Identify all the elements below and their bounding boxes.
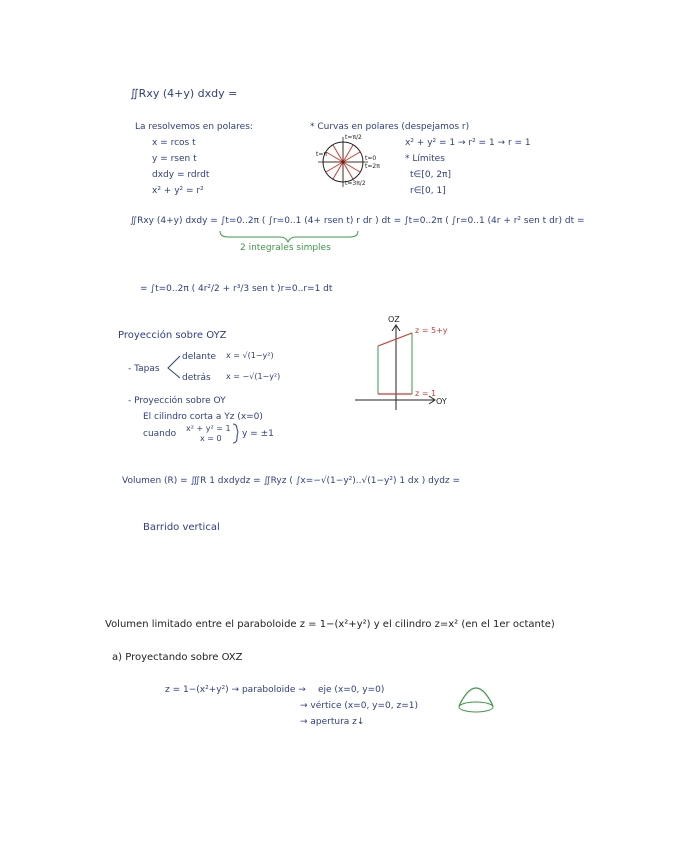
curves-equation: x² + y² = 1 → r² = 1 → r = 1 [405,138,531,148]
cilindro-note: El cilindro corta a Yz (x=0) [143,412,263,422]
paraboloid-base [459,702,493,712]
sub-x: x = rcos t [152,138,196,148]
sub-y: y = rsen t [152,154,197,164]
detras-equation: x = −√(1−y²) [226,372,281,381]
system-eq-one: x² + y² = 1 [186,424,231,433]
limit-r: r∈[0, 1] [410,186,446,196]
integral-header: ∬Rxy (4+y) dxdy = [130,87,238,100]
section3-title: Volumen limitado entre el paraboloide z = 1−(x²+y²) y el cilindro z=x² (en el 1er octante) [105,619,555,630]
top-surface-label: z = 5+y [415,326,448,335]
circle-label-right-b: t=2π [365,163,380,170]
sub-jacobian: dxdy = rdrdt [152,170,210,180]
system-result: y = ±1 [242,429,274,439]
paraboloid-vertex: → vértice (x=0, y=0, z=1) [300,701,418,711]
bottom-surface-label: z = 1 [415,389,437,398]
paraboloid-axis: eje (x=0, y=0) [318,685,385,695]
limit-t: t∈[0, 2π] [410,170,451,180]
delante-label: delante [182,352,217,362]
delante-equation: x = √(1−y²) [226,351,274,360]
cuando-label: cuando [143,429,177,439]
projection-title: Proyección sobre OYZ [118,330,227,341]
curves-title: * Curvas en polares (despejamos r) [310,122,470,132]
item-a: a) Proyectando sobre OXZ [112,652,243,663]
barrido-label: Barrido vertical [143,522,220,533]
circle-label-right-a: t=0 [365,155,377,162]
integral-main: ∬Rxy (4+y) dxdy = ∫t=0..2π ( ∫r=0..1 (4+ rsen t) r dr ) dt = ∫t=0..2π ( ∫r=0..1 (4r + r² sen t dr) dt = [130,216,585,226]
brace-label: 2 integrales simples [240,243,331,253]
circle-label-left: t=π [316,151,327,158]
step-two: = ∫t=0..2π ( 4r²/2 + r³/3 sen t )r=0..r=1 dt [140,284,333,294]
tapas-label: - Tapas [128,364,160,374]
circle-label-top: t=π/2 [345,134,362,141]
limits-title: * Límites [405,154,445,164]
detras-label: detrás [182,373,211,383]
paraboloid-opening: → apertura z↓ [300,717,365,727]
paraboloid-equation: z = 1−(x²+y²) → paraboloide → [165,685,306,695]
projection-oy: - Proyección sobre OY [128,396,226,406]
oy-label: OY [436,397,447,406]
oz-label: OZ [388,315,400,324]
system-eq-two: x = 0 [200,434,222,443]
polar-intro: La resolvemos en polares: [135,122,253,132]
circle-label-bottom: t=3π/2 [345,180,366,187]
volume-integral: Volumen (R) = ∭R 1 dxdydz = ∬Ryz ( ∫x=−√(1−y²)..√(1−y²) 1 dx ) dydz = [122,476,461,486]
sub-radius: x² + y² = r² [152,186,204,196]
